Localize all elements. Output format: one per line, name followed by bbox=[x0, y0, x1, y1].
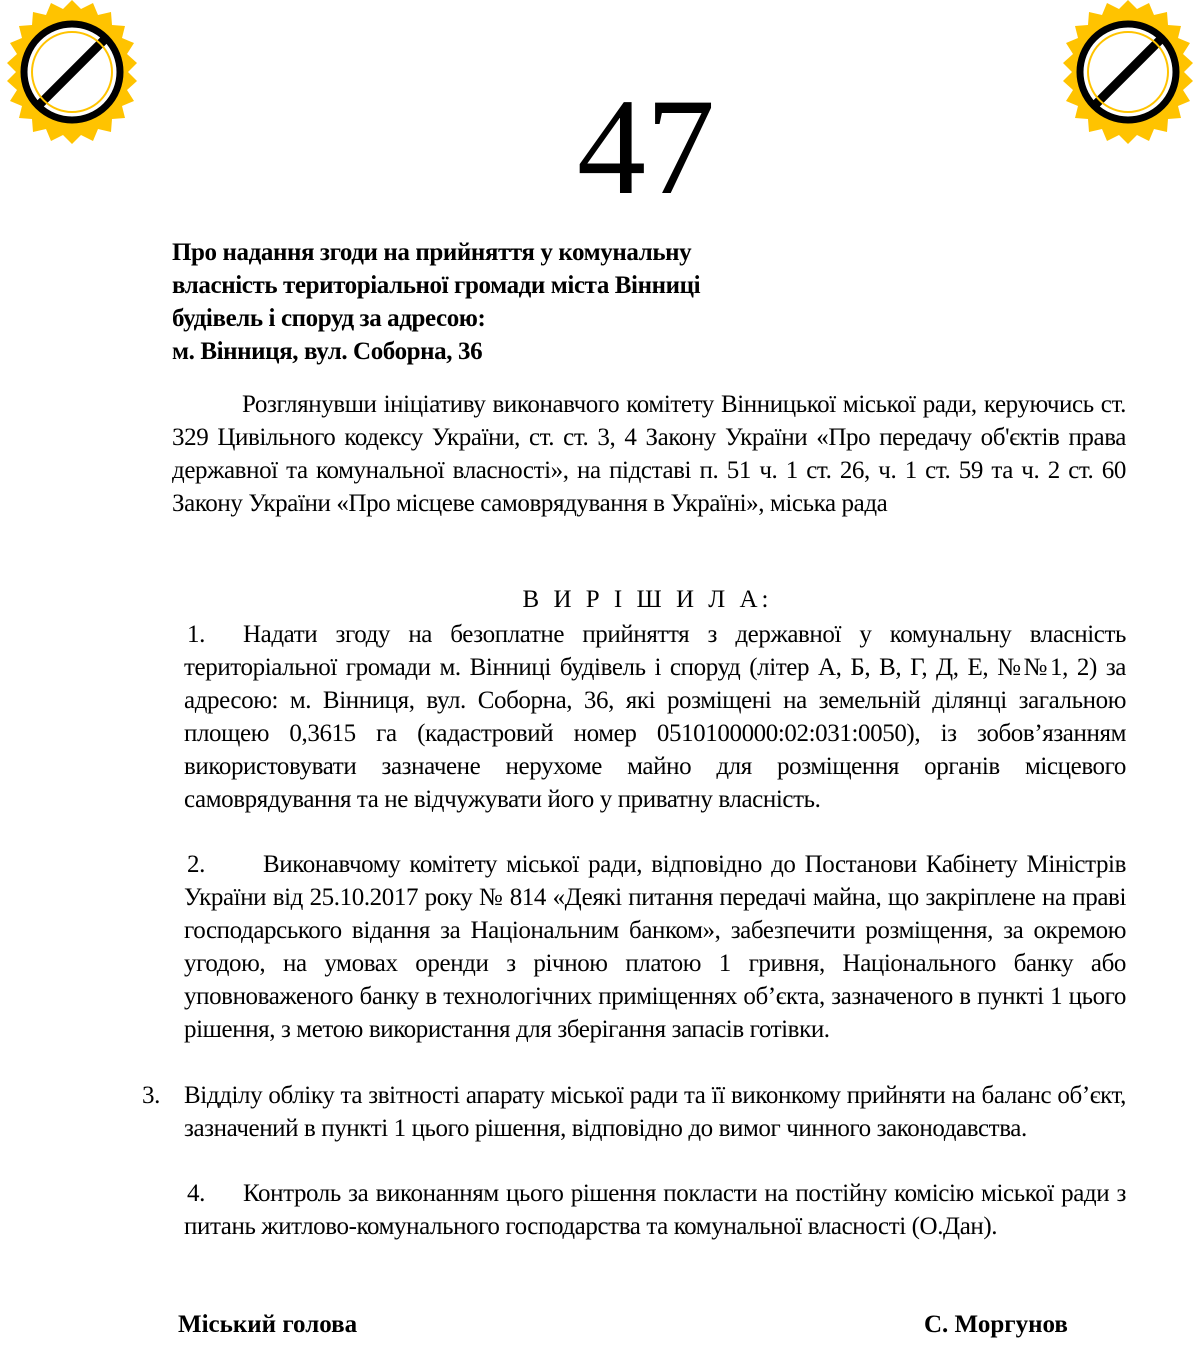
item-number: 4. bbox=[187, 1180, 205, 1207]
decision-item-3 bbox=[142, 1079, 1126, 1145]
document-title bbox=[172, 236, 872, 368]
item-number: 3. bbox=[142, 1082, 160, 1109]
signature-position: Міський голова bbox=[178, 1311, 358, 1338]
preamble-paragraph: Розглянувши ініціативу виконавчого комітету Вінницької міської ради, керуючись ст. 329 Цивільного кодексу України, ст. ст. 3, 4 Закону України «Про передачу об'єктів права державної та комунальної власності», на підставі п. 51 ч. 1 ст. 26, ч. 1 ст. 59 та ч. 2 ст. 60 Закону України «Про місцеве самоврядування в Україні», міська рада bbox=[172, 391, 1126, 517]
title-line: будівель і споруд за адресою: bbox=[172, 305, 486, 332]
title-line: Про надання згоди на прийняття у комунальну bbox=[172, 239, 692, 266]
document-number: 47 bbox=[577, 70, 715, 223]
item-text: Виконавчому комітету міської ради, відповідно до Постанови Кабінету Міністрів України від 25.10.2017 року № 814 «Деякі питання передачі майна, що закріплене на праві господарського відання за Національним банком», забезпечити розміщення, за окремою угодою, на умовах оренди з річною платою 1 гривня, Національного банку або уповноваженого банку в технологічних приміщеннях об’єкта, зазначеного в пункті 1 цього рішення, з метою використання для зберігання запасів готівки. bbox=[184, 851, 1126, 1043]
item-text: Контроль за виконанням цього рішення покласти на постійну комісію міської ради з питань житлово-комунального господарства та комунальної власності (О.Дан). bbox=[184, 1180, 1126, 1240]
decision-item-4 bbox=[184, 1177, 1126, 1243]
decision-item-1 bbox=[184, 618, 1126, 816]
decision-heading: В И Р І Ш И Л А: bbox=[522, 586, 773, 613]
signature-name: С. Моргунов bbox=[924, 1311, 1068, 1338]
title-line: власність територіальної громади міста Вінниці bbox=[172, 272, 701, 299]
item-number: 1. bbox=[187, 621, 205, 648]
item-number: 2. bbox=[187, 851, 205, 878]
item-text: Надати згоду на безоплатне прийняття з державної у комунальну власність територіальної громади м. Вінниці будівель і споруд (літер А, Б, В, Г, Д, Е, №№1, 2) за адресою: м. Вінниця, вул. Соборна, 36, які розміщені на земельній ділянці загальною площею 0,3615 га (кадастровий номер 0510100000:02:031:0050), із зобов’язанням використовувати зазначене нерухоме майно для розміщення органів місцевого самоврядування та не відчужувати його у приватну власність. bbox=[184, 621, 1126, 813]
decision-item-2 bbox=[184, 848, 1126, 1046]
title-line: м. Вінниця, вул. Соборна, 36 bbox=[172, 338, 483, 365]
item-text: Відділу обліку та звітності апарату міської ради та її виконкому прийняти на баланс об’єкт, зазначений в пункті 1 цього рішення, відповідно до вимог чинного законодавства. bbox=[184, 1082, 1126, 1142]
